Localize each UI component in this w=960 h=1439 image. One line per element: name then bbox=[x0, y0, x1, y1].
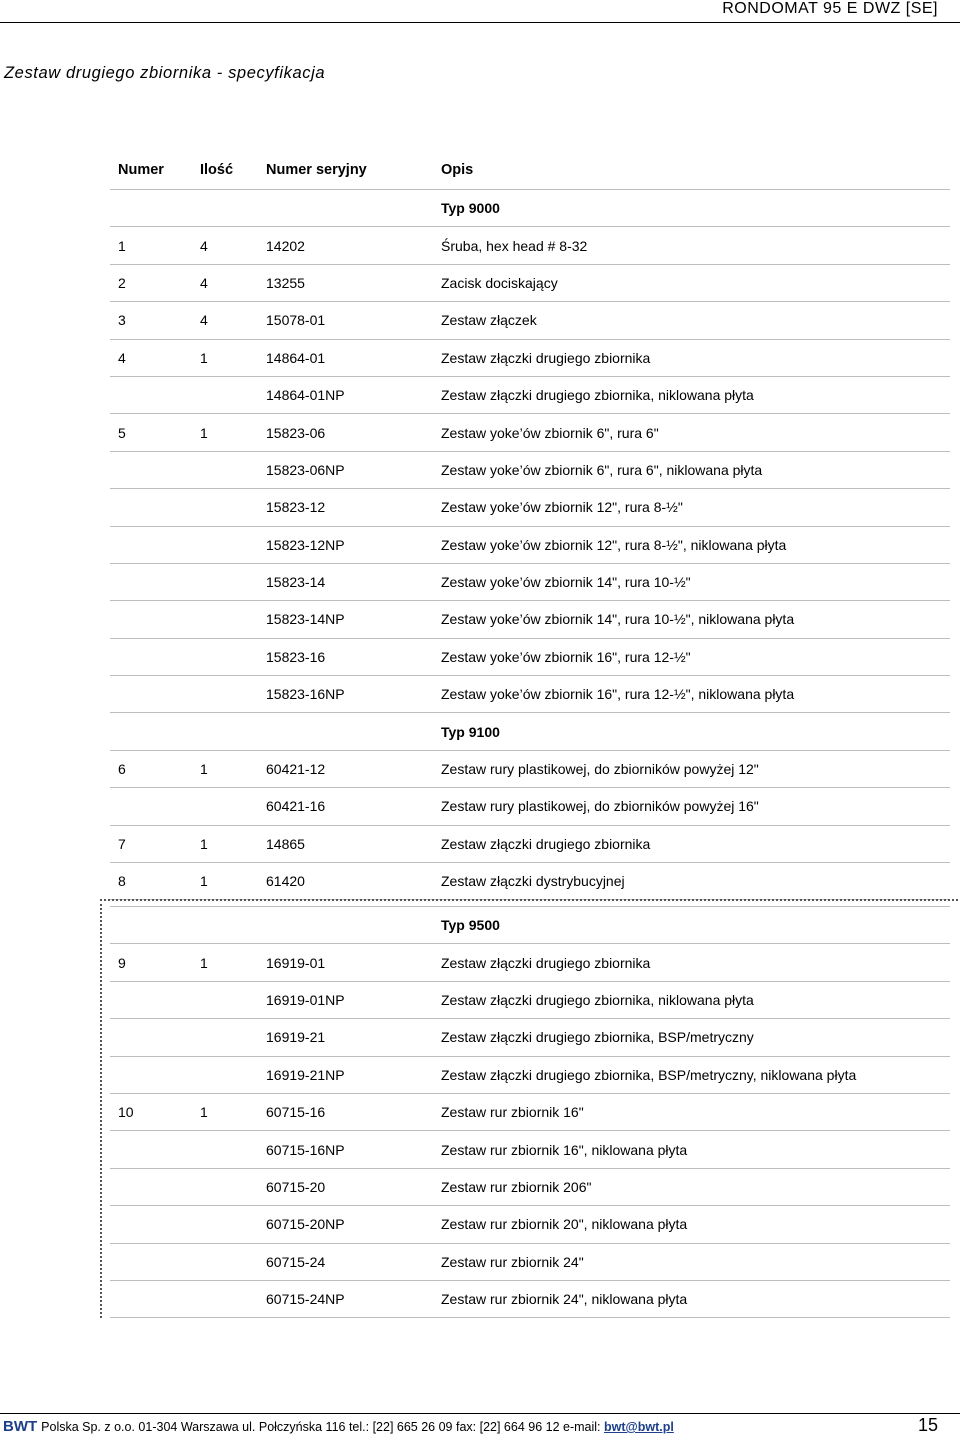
cell-serial: 60715-20NP bbox=[266, 1206, 431, 1243]
cell-description: Typ 9100 bbox=[431, 713, 950, 750]
cell-quantity bbox=[200, 788, 266, 825]
cell-number bbox=[110, 1280, 200, 1317]
table-row bbox=[110, 339, 950, 376]
table-row bbox=[110, 944, 950, 981]
cell-quantity bbox=[200, 1168, 266, 1205]
cell-description: Zestaw rur zbiornik 24" bbox=[431, 1243, 950, 1280]
footer-email-link[interactable]: bwt@bwt.pl bbox=[604, 1420, 674, 1434]
table-row bbox=[110, 1019, 950, 1056]
cell-quantity bbox=[200, 981, 266, 1018]
brand-logo-text: BWT bbox=[3, 1418, 38, 1435]
cell-serial: 15823-16 bbox=[266, 638, 431, 675]
cell-number bbox=[110, 1206, 200, 1243]
cell-quantity: 1 bbox=[200, 750, 266, 787]
footer-contact-text: Polska Sp. z o.o. 01-304 Warszawa ul. Połczyńska 116 tel.: [22] 665 26 09 fax: [22] 664 96 12 e-mail: bbox=[41, 1420, 601, 1434]
cell-serial: 16919-21 bbox=[266, 1019, 431, 1056]
cell-quantity: 1 bbox=[200, 825, 266, 862]
cell-quantity bbox=[200, 1019, 266, 1056]
cell-serial: 60715-24 bbox=[266, 1243, 431, 1280]
group-header-row bbox=[110, 907, 950, 944]
footer bbox=[3, 1418, 674, 1435]
cell-number: 10 bbox=[110, 1093, 200, 1130]
column-header-description: Opis bbox=[441, 162, 474, 178]
cell-description: Zestaw złączki drugiego zbiornika bbox=[431, 944, 950, 981]
column-header-number: Numer bbox=[118, 162, 164, 178]
footer-rule bbox=[0, 1413, 960, 1414]
cell-serial: 16919-01 bbox=[266, 944, 431, 981]
cell-description: Zestaw yoke’ów zbiornik 14", rura 10-½" bbox=[431, 563, 950, 600]
cell-serial: 15823-14 bbox=[266, 563, 431, 600]
cell-description: Zestaw złączki drugiego zbiornika, niklowana płyta bbox=[431, 981, 950, 1018]
table-row bbox=[110, 302, 950, 339]
cell-serial: 15823-14NP bbox=[266, 601, 431, 638]
table-row bbox=[110, 526, 950, 563]
cell-serial: 60715-20 bbox=[266, 1168, 431, 1205]
cell-number bbox=[110, 981, 200, 1018]
cell-quantity bbox=[200, 676, 266, 713]
cell-number bbox=[110, 676, 200, 713]
cell-quantity: 4 bbox=[200, 227, 266, 264]
cell-description: Zestaw złączki drugiego zbiornika, BSP/metryczny bbox=[431, 1019, 950, 1056]
cell-quantity bbox=[200, 907, 266, 944]
table-row bbox=[110, 414, 950, 451]
cell-serial: 61420 bbox=[266, 863, 431, 900]
cell-serial: 15823-12 bbox=[266, 489, 431, 526]
cell-description: Typ 9500 bbox=[431, 907, 950, 944]
cell-number bbox=[110, 1019, 200, 1056]
cell-number bbox=[110, 638, 200, 675]
cell-description: Śruba, hex head # 8-32 bbox=[431, 227, 950, 264]
cell-description: Zestaw yoke’ów zbiornik 6", rura 6" bbox=[431, 414, 950, 451]
cell-description: Typ 9000 bbox=[431, 190, 950, 227]
group-header-row bbox=[110, 190, 950, 227]
spec-table-9500-body bbox=[110, 907, 950, 1318]
table-row bbox=[110, 1280, 950, 1317]
cell-quantity bbox=[200, 1280, 266, 1317]
cell-number bbox=[110, 1131, 200, 1168]
cell-number: 8 bbox=[110, 863, 200, 900]
table-row bbox=[110, 1056, 950, 1093]
cell-number bbox=[110, 451, 200, 488]
cell-serial: 15823-12NP bbox=[266, 526, 431, 563]
document-header-title: RONDOMAT 95 E DWZ [SE] bbox=[722, 0, 938, 17]
cell-number bbox=[110, 376, 200, 413]
cell-serial bbox=[266, 907, 431, 944]
cell-quantity bbox=[200, 376, 266, 413]
cell-number: 2 bbox=[110, 264, 200, 301]
table-row bbox=[110, 489, 950, 526]
column-header-quantity: Ilość bbox=[200, 162, 234, 178]
cell-quantity: 1 bbox=[200, 414, 266, 451]
table-row bbox=[110, 981, 950, 1018]
cell-description: Zestaw rur zbiornik 206" bbox=[431, 1168, 950, 1205]
cell-description: Zestaw rur zbiornik 16", niklowana płyta bbox=[431, 1131, 950, 1168]
cell-serial: 60715-24NP bbox=[266, 1280, 431, 1317]
cell-serial: 15823-06NP bbox=[266, 451, 431, 488]
table-row bbox=[110, 451, 950, 488]
table-header-row bbox=[110, 151, 950, 190]
cell-serial: 60715-16 bbox=[266, 1093, 431, 1130]
cell-number: 7 bbox=[110, 825, 200, 862]
cell-number bbox=[110, 601, 200, 638]
cell-description: Zestaw yoke’ów zbiornik 16", rura 12-½" bbox=[431, 638, 950, 675]
cell-quantity bbox=[200, 489, 266, 526]
cell-description: Zacisk dociskający bbox=[431, 264, 950, 301]
header-rule bbox=[0, 22, 960, 23]
table-row bbox=[110, 376, 950, 413]
cell-quantity: 4 bbox=[200, 302, 266, 339]
cell-serial: 14865 bbox=[266, 825, 431, 862]
cell-quantity bbox=[200, 1206, 266, 1243]
cell-description: Zestaw rur zbiornik 24", niklowana płyta bbox=[431, 1280, 950, 1317]
spec-table-9500 bbox=[110, 906, 950, 1318]
table-row bbox=[110, 1206, 950, 1243]
cell-description: Zestaw yoke’ów zbiornik 6", rura 6", niklowana płyta bbox=[431, 451, 950, 488]
table-row bbox=[110, 601, 950, 638]
cell-quantity bbox=[200, 190, 266, 227]
spec-table-main bbox=[110, 151, 950, 900]
table-row bbox=[110, 1131, 950, 1168]
cell-serial: 14202 bbox=[266, 227, 431, 264]
cell-number: 6 bbox=[110, 750, 200, 787]
cell-description: Zestaw złączek bbox=[431, 302, 950, 339]
cell-serial: 14864-01 bbox=[266, 339, 431, 376]
cell-quantity bbox=[200, 1131, 266, 1168]
table-row bbox=[110, 1093, 950, 1130]
cell-quantity bbox=[200, 1243, 266, 1280]
cell-number bbox=[110, 563, 200, 600]
cell-quantity: 1 bbox=[200, 863, 266, 900]
cell-quantity bbox=[200, 1056, 266, 1093]
cell-number: 4 bbox=[110, 339, 200, 376]
cell-number bbox=[110, 1168, 200, 1205]
cell-serial: 16919-21NP bbox=[266, 1056, 431, 1093]
cell-quantity bbox=[200, 563, 266, 600]
page-title: Zestaw drugiego zbiornika - specyfikacja bbox=[4, 64, 326, 82]
cell-number: 9 bbox=[110, 944, 200, 981]
cell-quantity bbox=[200, 713, 266, 750]
cell-number bbox=[110, 1056, 200, 1093]
cell-number bbox=[110, 489, 200, 526]
cell-serial: 16919-01NP bbox=[266, 981, 431, 1018]
cell-description: Zestaw złączki drugiego zbiornika bbox=[431, 825, 950, 862]
cell-description: Zestaw rury plastikowej, do zbiorników powyżej 16" bbox=[431, 788, 950, 825]
cell-description: Zestaw złączki drugiego zbiornika, niklowana płyta bbox=[431, 376, 950, 413]
cell-number bbox=[110, 526, 200, 563]
cell-serial: 60421-16 bbox=[266, 788, 431, 825]
cell-quantity bbox=[200, 526, 266, 563]
cell-serial: 14864-01NP bbox=[266, 376, 431, 413]
cell-description: Zestaw rury plastikowej, do zbiorników powyżej 12" bbox=[431, 750, 950, 787]
table-row bbox=[110, 788, 950, 825]
cell-description: Zestaw yoke’ów zbiornik 14", rura 10-½", niklowana płyta bbox=[431, 601, 950, 638]
cell-number bbox=[110, 190, 200, 227]
cell-number bbox=[110, 788, 200, 825]
spec-table-main-body bbox=[110, 190, 950, 900]
cell-description: Zestaw złączki drugiego zbiornika bbox=[431, 339, 950, 376]
table-row bbox=[110, 227, 950, 264]
table-row bbox=[110, 563, 950, 600]
table-row bbox=[110, 750, 950, 787]
table-row bbox=[110, 863, 950, 900]
cell-quantity: 4 bbox=[200, 264, 266, 301]
cell-description: Zestaw złączki drugiego zbiornika, BSP/metryczny, niklowana płyta bbox=[431, 1056, 950, 1093]
cell-serial: 15078-01 bbox=[266, 302, 431, 339]
table-row bbox=[110, 825, 950, 862]
cell-number bbox=[110, 1243, 200, 1280]
cell-serial bbox=[266, 713, 431, 750]
cell-quantity bbox=[200, 451, 266, 488]
cell-description: Zestaw złączki dystrybucyjnej bbox=[431, 863, 950, 900]
cell-description: Zestaw rur zbiornik 20", niklowana płyta bbox=[431, 1206, 950, 1243]
table-row bbox=[110, 638, 950, 675]
cell-quantity bbox=[200, 638, 266, 675]
group-header-row bbox=[110, 713, 950, 750]
cell-description: Zestaw yoke’ów zbiornik 12", rura 8-½" bbox=[431, 489, 950, 526]
cell-number: 1 bbox=[110, 227, 200, 264]
cell-description: Zestaw yoke’ów zbiornik 16", rura 12-½", niklowana płyta bbox=[431, 676, 950, 713]
cell-number bbox=[110, 713, 200, 750]
cell-description: Zestaw rur zbiornik 16" bbox=[431, 1093, 950, 1130]
cell-serial: 13255 bbox=[266, 264, 431, 301]
table-row bbox=[110, 1243, 950, 1280]
table-row bbox=[110, 676, 950, 713]
table-row bbox=[110, 1168, 950, 1205]
cell-serial: 60421-12 bbox=[266, 750, 431, 787]
cell-quantity: 1 bbox=[200, 1093, 266, 1130]
cell-quantity: 1 bbox=[200, 339, 266, 376]
table-row bbox=[110, 264, 950, 301]
column-header-serial: Numer seryjny bbox=[266, 162, 367, 178]
cell-serial: 15823-16NP bbox=[266, 676, 431, 713]
cell-serial: 60715-16NP bbox=[266, 1131, 431, 1168]
cell-number: 5 bbox=[110, 414, 200, 451]
cell-serial bbox=[266, 190, 431, 227]
cell-number bbox=[110, 907, 200, 944]
cell-quantity: 1 bbox=[200, 944, 266, 981]
cell-number: 3 bbox=[110, 302, 200, 339]
cell-serial: 15823-06 bbox=[266, 414, 431, 451]
cell-quantity bbox=[200, 601, 266, 638]
cell-description: Zestaw yoke’ów zbiornik 12", rura 8-½", niklowana płyta bbox=[431, 526, 950, 563]
page-number: 15 bbox=[917, 1415, 938, 1435]
